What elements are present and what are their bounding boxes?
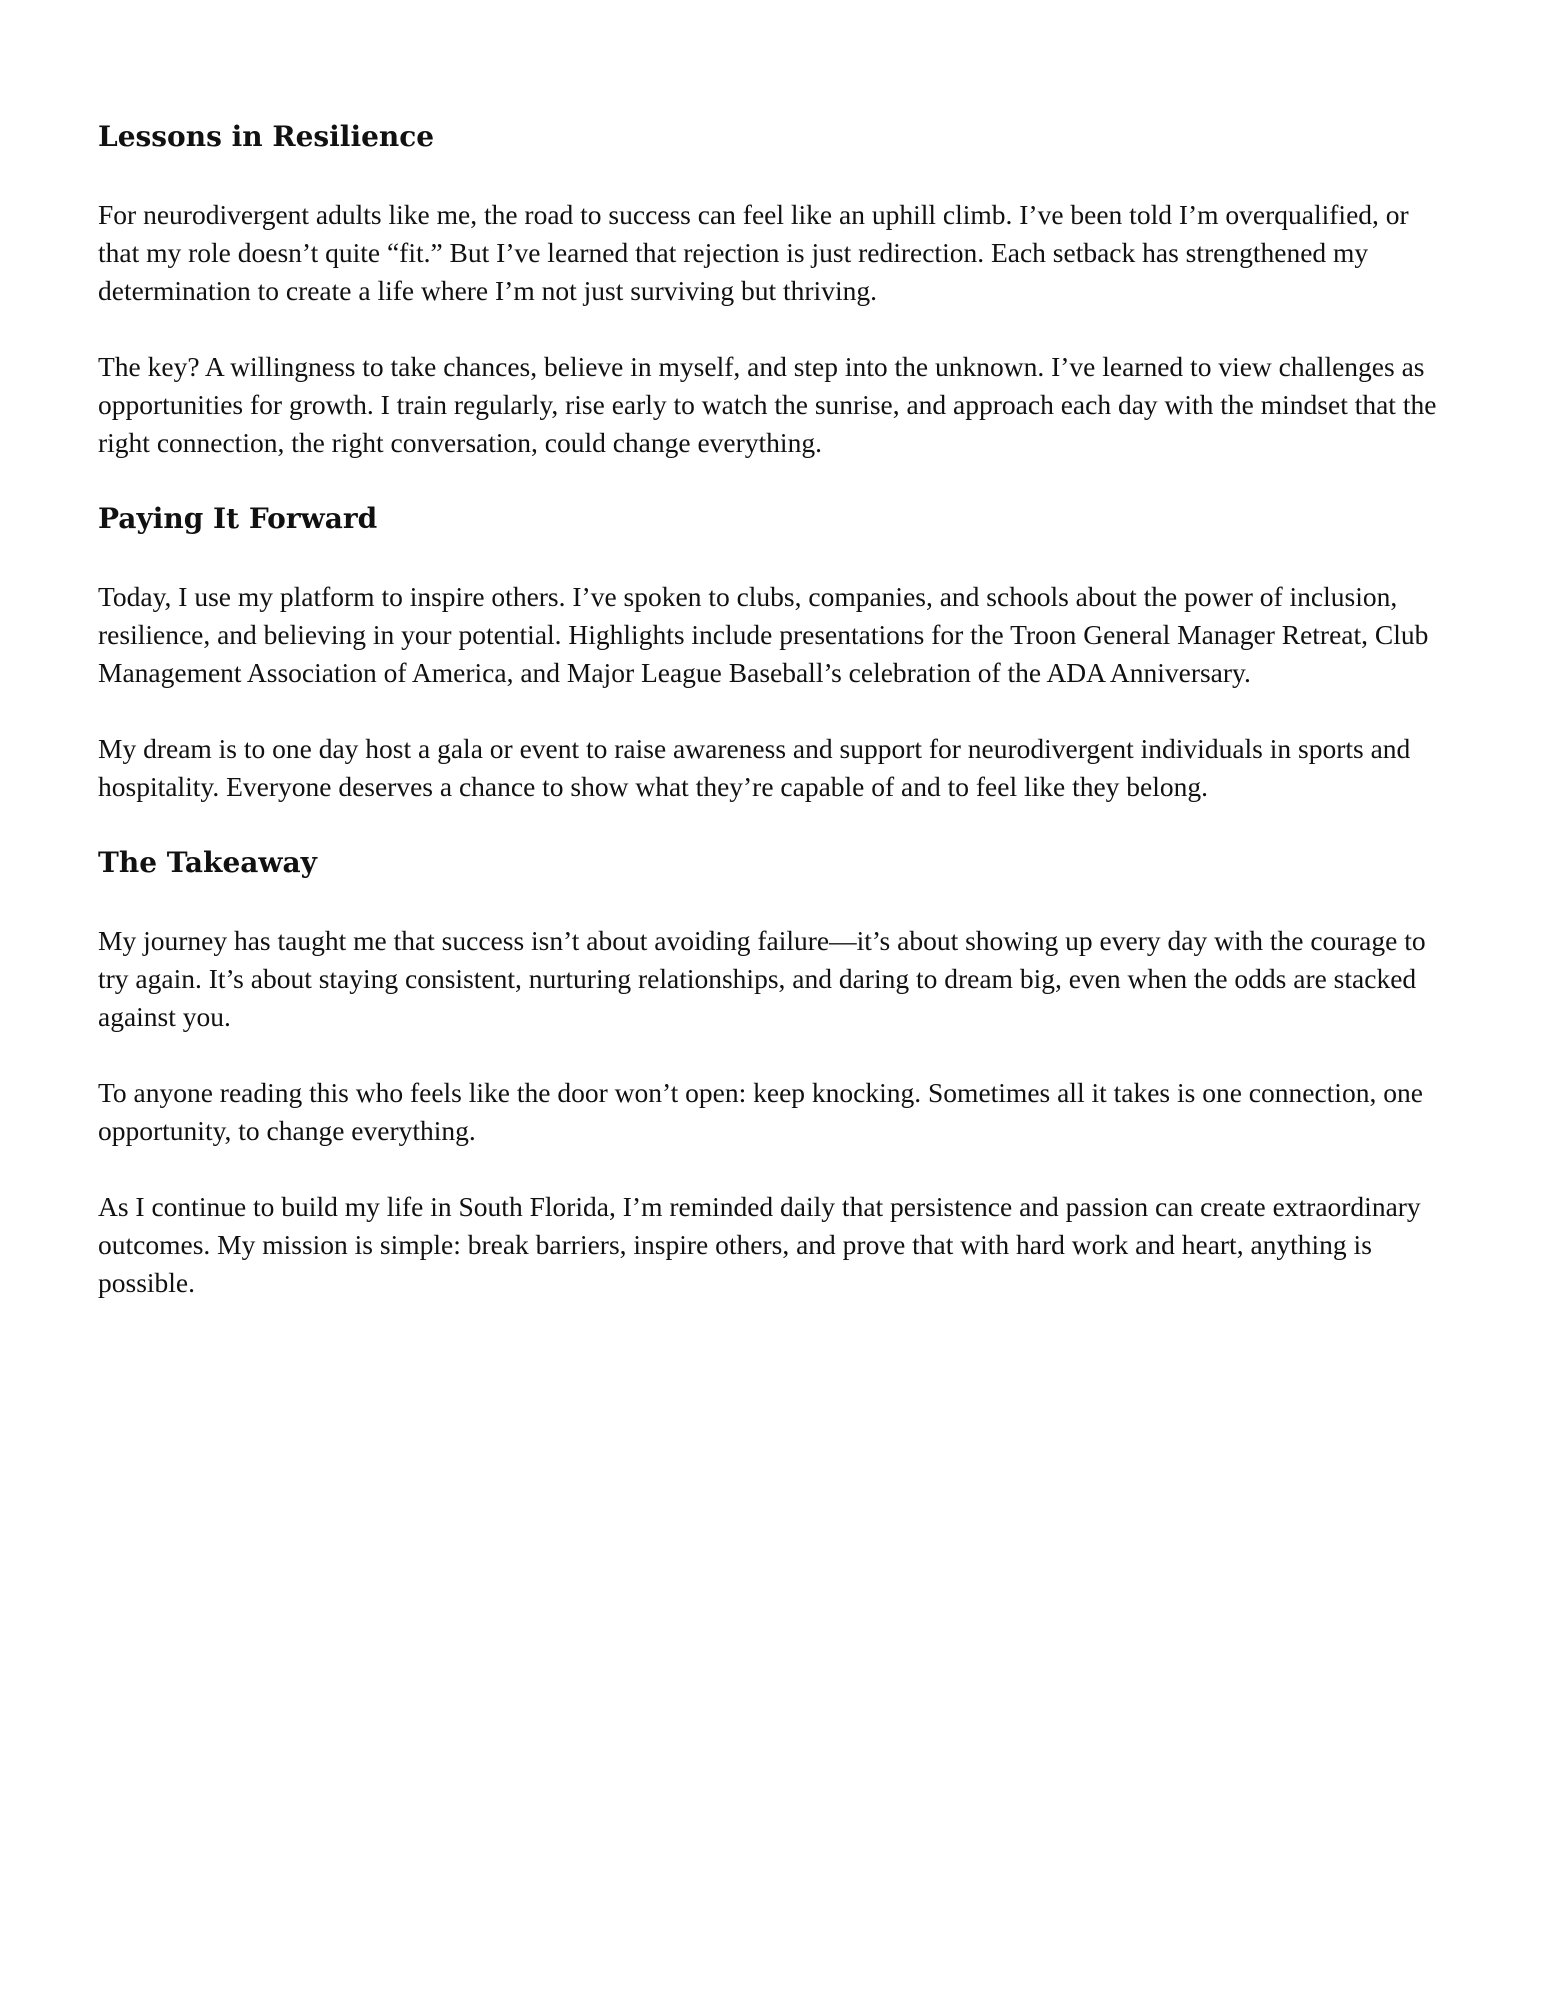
- paragraph: The key? A willingness to take chances, believe in myself, and step into the unknown. I’ve learned to view challenges as opportunities for growth. I train regularly, rise early to watch the sunrise, and approach each day with the mindset that the right connection, the right conversation, could change everything.: [98, 351, 1437, 458]
- section-lessons-in-resilience: [98, 118, 1438, 462]
- section-the-takeaway: [98, 844, 1438, 1302]
- paragraph: My dream is to one day host a gala or event to raise awareness and support for neurodivergent individuals in sports and hospitality. Everyone deserves a chance to show what they’re capable of and to feel like they belong.: [98, 733, 1411, 802]
- section-paying-it-forward: [98, 500, 1438, 806]
- paragraph: My journey has taught me that success isn’t about avoiding failure—it’s about showing up every day with the courage to try again. It’s about staying consistent, nurturing relationships, and daring to dream big, even when the odds are stacked against you.: [98, 925, 1426, 1032]
- paragraph: For neurodivergent adults like me, the road to success can feel like an uphill climb. I’ve been told I’m overqualified, or that my role doesn’t quite “fit.” But I’ve learned that rejection is just redirection. Each setback has strengthened my determination to create a life where I’m not just surviving but thriving.: [98, 199, 1409, 306]
- section-heading: Paying It Forward: [98, 502, 378, 535]
- paragraph: Today, I use my platform to inspire others. I’ve spoken to clubs, companies, and schools about the power of inclusion, resilience, and believing in your potential. Highlights include presentations for the Troon General Manager Retreat, Club Management Association of America, and Major League Baseball’s celebration of the ADA Anniversary.: [98, 581, 1429, 688]
- paragraph: To anyone reading this who feels like the door won’t open: keep knocking. Sometimes all it takes is one connection, one opportunity, to change everything.: [98, 1077, 1423, 1146]
- paragraph: As I continue to build my life in South Florida, I’m reminded daily that persistence and passion can create extraordinary outcomes. My mission is simple: break barriers, inspire others, and prove that with hard work and heart, anything is possible.: [98, 1191, 1421, 1298]
- section-heading: Lessons in Resilience: [98, 120, 435, 153]
- section-heading: The Takeaway: [98, 846, 317, 879]
- document-page: [98, 118, 1438, 1340]
